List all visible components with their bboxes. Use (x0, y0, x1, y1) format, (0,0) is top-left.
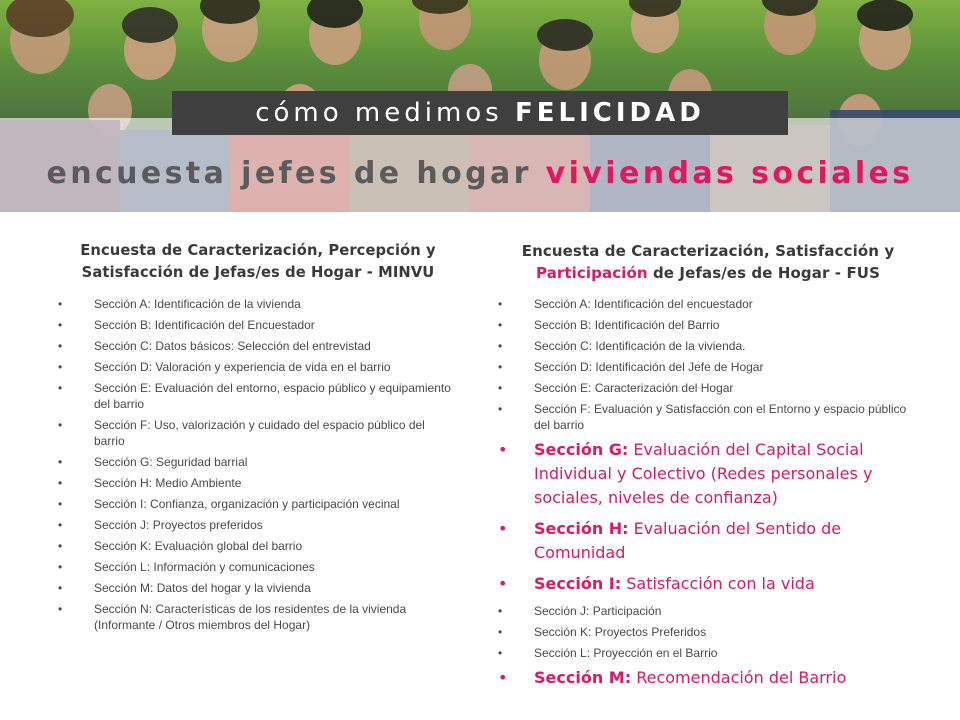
minvu-section-list (58, 296, 458, 633)
fus-survey-column (498, 240, 918, 697)
subtitle-gray: encuesta jefes de hogar (46, 156, 532, 191)
highlight-label: Sección H: (534, 519, 629, 538)
list-item: • Sección A: Identificación de la vivienda (58, 296, 458, 312)
list-item: • Sección J: Proyectos preferidos (58, 517, 458, 533)
list-item: • Sección A: Identificación del encuestador (498, 296, 918, 312)
page-subtitle (0, 156, 960, 191)
page-title (255, 98, 705, 128)
list-item: • Sección N: Características de los residentes de la vivienda (Informante / Otros miembros del Hogar) (58, 601, 458, 633)
fus-heading-pink: Participación (536, 264, 648, 282)
highlight-item-i (498, 572, 918, 596)
list-item: • Sección F: Uso, valorización y cuidado del espacio público del barrio (58, 417, 458, 449)
list-item: • Sección C: Datos básicos: Selección del entrevistad (58, 338, 458, 354)
list-item: • Sección L: Proyección en el Barrio (498, 645, 918, 661)
fus-heading-part1: Encuesta de Caracterización, Satisfacción y (521, 242, 895, 260)
list-item: • Sección C: Identificación de la vivienda. (498, 338, 918, 354)
list-item: • Sección L: Información y comunicaciones (58, 559, 458, 575)
fus-heading-part2: de Jefas/es de Hogar - FUS (652, 264, 880, 282)
title-bar (172, 91, 788, 135)
list-item: • Sección M: Datos del hogar y la vivienda (58, 580, 458, 596)
highlight-item-m (498, 666, 918, 690)
list-item: • Sección G: Seguridad barrial (58, 454, 458, 470)
highlight-label: Sección M: (534, 668, 632, 687)
list-item: • Sección H: Medio Ambiente (58, 475, 458, 491)
list-item: • Sección B: Identificación del Encuestador (58, 317, 458, 333)
highlight-text: Satisfacción con la vida (626, 574, 815, 593)
list-item: • Sección I: Confianza, organización y participación vecinal (58, 496, 458, 512)
minvu-heading: Encuesta de Caracterización, Percepción y Satisfacción de Jefas/es de Hogar - MINVU (80, 242, 436, 281)
highlight-text: Evaluación del Sentido de Comunidad (534, 519, 842, 562)
list-item: • Sección B: Identificación del Barrio (498, 317, 918, 333)
highlight-item-h (498, 517, 918, 565)
list-item: • Sección E: Caracterización del Hogar (498, 380, 918, 396)
minvu-survey-column (58, 240, 458, 638)
highlight-item-g (498, 438, 918, 510)
list-item: • Sección J: Participación (498, 603, 918, 619)
list-item: • Sección K: Proyectos Preferidos (498, 624, 918, 640)
list-item: • Sección K: Evaluación global del barrio (58, 538, 458, 554)
highlight-text: Evaluación del Capital Social Individual y Colectivo (Redes personales y sociales, niveles de confianza) (534, 440, 873, 507)
fus-section-list (498, 296, 918, 690)
list-item: • Sección D: Valoración y experiencia de vida en el barrio (58, 359, 458, 375)
title-prefix: cómo medimos (255, 98, 503, 128)
list-item: • Sección F: Evaluación y Satisfacción con el Entorno y espacio público del barrio (498, 401, 918, 433)
list-item: • Sección E: Evaluación del entorno, espacio público y equipamiento del barrio (58, 380, 458, 412)
subtitle-pink: viviendas sociales (545, 156, 914, 191)
list-item: • Sección D: Identificación del Jefe de Hogar (498, 359, 918, 375)
highlight-label: Sección G: (534, 440, 629, 459)
highlight-text: Recomendación del Barrio (636, 668, 847, 687)
highlight-label: Sección I: (534, 574, 622, 593)
fus-heading (498, 240, 918, 284)
title-bold: FELICIDAD (515, 98, 705, 128)
